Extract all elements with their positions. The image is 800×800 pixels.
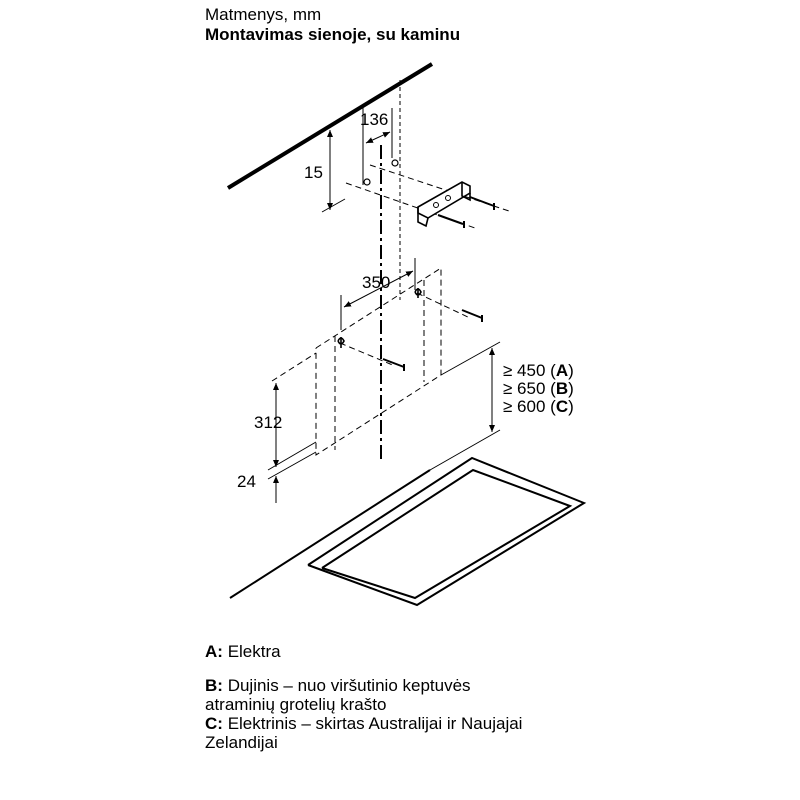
hood-guide-upper xyxy=(417,293,470,318)
dim15-ext xyxy=(322,199,345,212)
clearance-ext-top xyxy=(441,342,500,375)
hanger-hook-right xyxy=(415,288,421,298)
cooktop xyxy=(230,458,584,605)
hanger-hook-left xyxy=(338,337,344,348)
screw-upper-left xyxy=(438,215,464,228)
drill-hole-upper-a xyxy=(392,160,398,166)
clearance-a: ≥ 450 (A) xyxy=(503,361,574,380)
hood-outline xyxy=(272,268,441,455)
legend xyxy=(205,642,522,752)
screw-upper-right xyxy=(470,197,494,210)
clearance-b: ≥ 650 (B) xyxy=(503,379,574,398)
dim-15-label: 15 xyxy=(304,163,323,182)
units-subtitle: Matmenys, mm xyxy=(205,5,322,24)
dim-24-label: 24 xyxy=(237,472,256,491)
dim136-line xyxy=(366,132,390,143)
clearance-c: ≥ 600 (C) xyxy=(503,397,574,416)
drill-hole-upper-b xyxy=(364,179,370,185)
dim-136-label: 136 xyxy=(360,110,389,129)
dim-312-label: 312 xyxy=(254,413,283,432)
legend-item-a: A: Elektra xyxy=(205,642,281,661)
legend-item-c: C: Elektrinis – skirtas Australijai ir Naujajai Zelandijai xyxy=(205,714,523,752)
screw-lower-left xyxy=(383,359,404,371)
hood-guide-lower xyxy=(340,343,395,366)
legend-item-b: B: Dujinis – nuo viršutinio keptuvės atraminių grotelių krašto xyxy=(205,676,471,714)
diagram-title: Montavimas sienoje, su kaminu xyxy=(205,25,461,44)
mounting-bracket xyxy=(418,182,470,226)
dim-350-label: 350 xyxy=(362,273,391,292)
